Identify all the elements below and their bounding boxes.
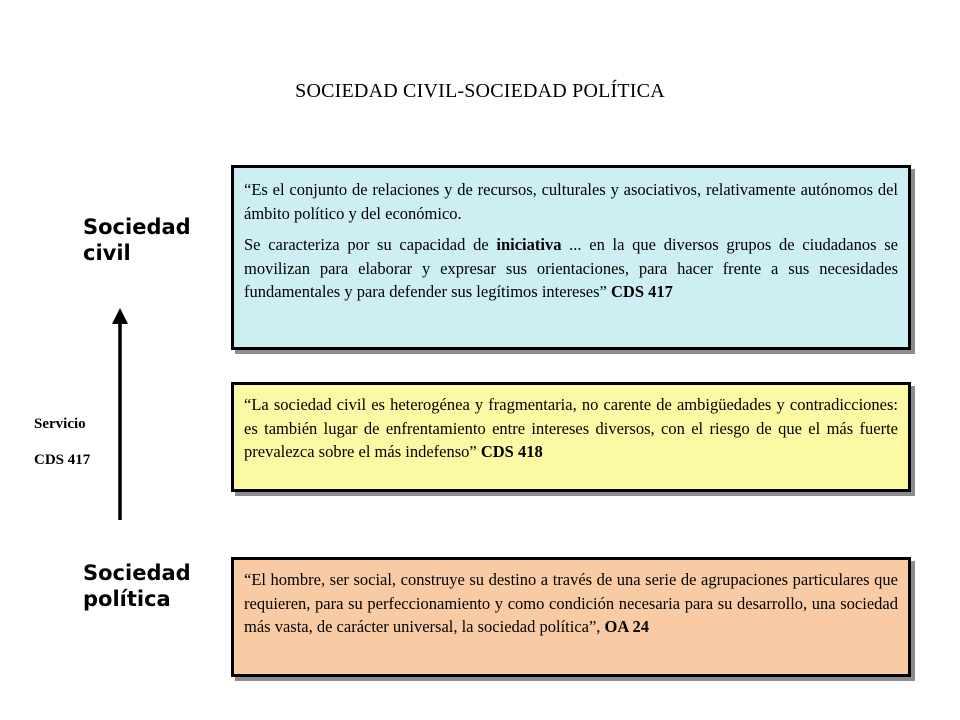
up-arrow-icon [108,308,132,522]
box-politica-text: “El hombre, ser social, construye su destino a través de una serie de agrupaciones particulares que requieren, para su perfeccionamiento y como condición necesaria para su desarrollo, una sociedad más vasta, de carácter universal, la sociedad política”, [244,570,898,636]
label-sociedad-politica-line2: política [83,587,171,611]
box-civil-p2-rest: ... en la que diversos grupos de ciudadanos se movilizan para elaborar y expresar sus orientaciones, para hacer frente a sus necesidades fundamentales y para defender sus legítimos intereses” [244,235,898,301]
box-civil-paragraph-2 [244,233,898,304]
box-sociedad-civil [231,165,911,350]
label-sociedad-civil-line2: civil [83,241,131,265]
label-sociedad-civil [83,214,191,266]
label-sociedad-politica [83,560,191,612]
label-sociedad-politica-line1: Sociedad [83,561,191,585]
page-title: SOCIEDAD CIVIL-SOCIEDAD POLÍTICA [295,80,665,102]
box-sociedad-politica [231,557,911,677]
box-civil-p2-start: Se caracteriza por su capacidad de [244,235,497,254]
servicio-label [34,406,90,478]
box-middle-paragraph [244,393,898,464]
box-middle-ref: CDS 418 [480,442,543,461]
servicio-ref: CDS 417 [34,452,91,468]
box-sociedad-civil-caracter [231,382,911,492]
label-sociedad-civil-line1: Sociedad [83,215,191,239]
box-civil-paragraph-1: “Es el conjunto de relaciones y de recursos, culturales y asociativos, relativamente autónomos del ámbito político y del económico. [244,180,898,223]
box-politica-ref: OA 24 [604,617,650,636]
box-civil-p2-bold: iniciativa [496,235,562,254]
box-politica-paragraph [244,568,898,639]
box-middle-text: “La sociedad civil es heterogénea y fragmentaria, no carente de ambigüedades y contradicciones: es también lugar de enfrentamiento entre intereses diversos, con el riesgo de que el más fuerte prevalezca sobre el más indefenso” [244,395,898,461]
box-civil-ref: CDS 417 [611,282,673,301]
servicio-text: Servicio [34,416,86,432]
